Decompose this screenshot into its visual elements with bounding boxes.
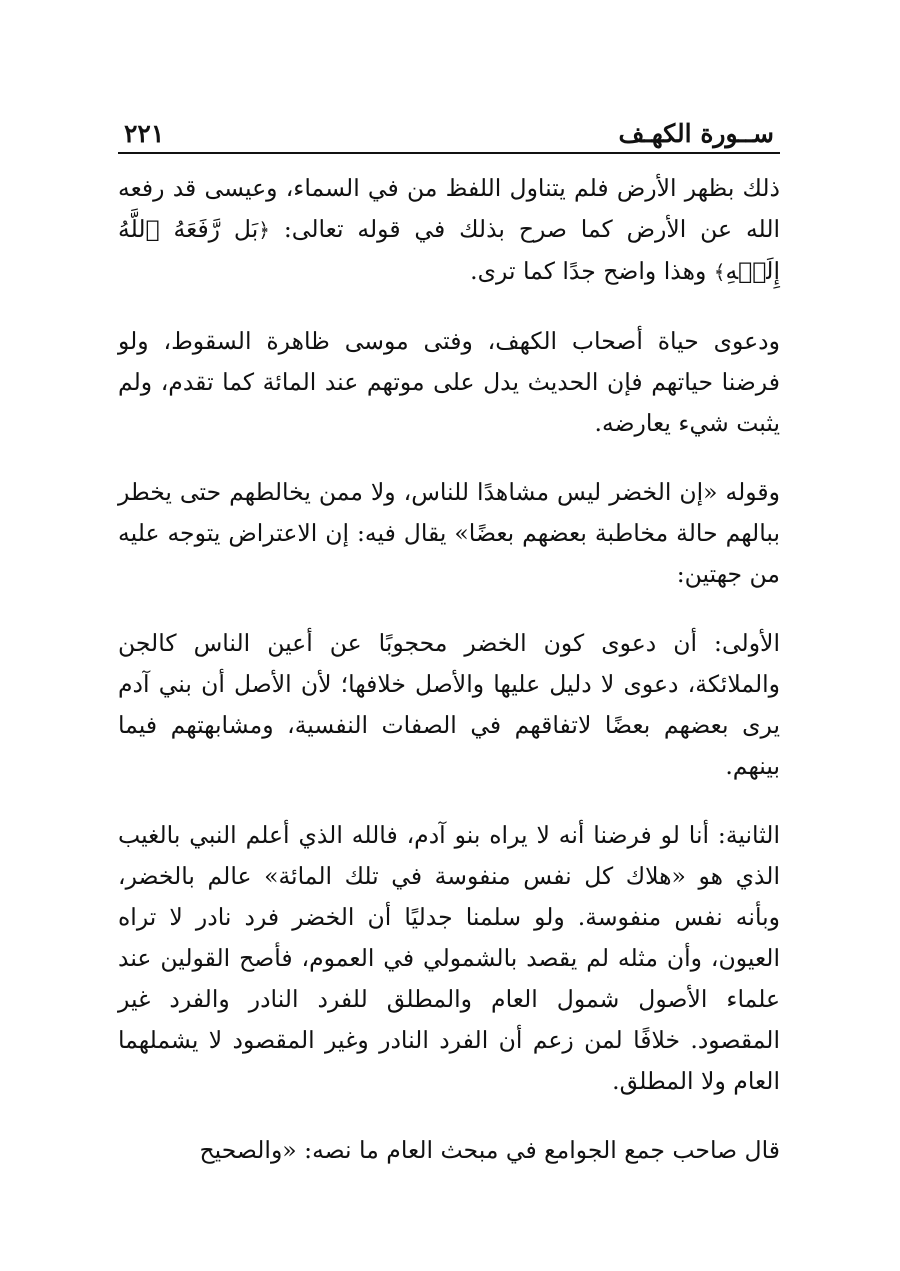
quran-verse: بَل رَّفَعَهُ ٱللَّهُ إِلَيۡهِ bbox=[118, 215, 780, 285]
surah-title: ســورة الكهـف bbox=[618, 119, 774, 148]
page-body bbox=[118, 168, 780, 1171]
page-header bbox=[118, 108, 780, 154]
paragraph-3-text: وقوله «إن الخضر ليس مشاهدًا للناس، ولا ممن يخالطهم حتى يخطر ببالهم حالة مخاطبة بعضهم بعضًا» يقال فيه: إن الاعتراض يتوجه عليه من جهتين: bbox=[118, 478, 780, 588]
paragraph-1-text-after: وهذا واضح جدًا كما ترى. bbox=[470, 257, 714, 285]
paragraph-2-text: ودعوى حياة أصحاب الكهف، وفتى موسى ظاهرة السقوط، ولو فرضنا حياتهم فإن الحديث يدل على موتهم عند المائة كما تقدم، ولم يثبت شيء يعارضه. bbox=[118, 327, 780, 437]
paragraph-4 bbox=[118, 623, 780, 787]
book-page bbox=[118, 108, 780, 1199]
quran-close-bracket: ﴾ bbox=[713, 260, 726, 284]
paragraph-1-text-before: ذلك بظهر الأرض فلم يتناول اللفظ من في السماء، وعيسى قد رفعه الله عن الأرض كما صرح بذلك في قوله تعالى: bbox=[118, 174, 781, 243]
page-number: ٢٢١ bbox=[124, 119, 165, 148]
paragraph-6-text: قال صاحب جمع الجوامع في مبحث العام ما نصه: «والصحيح bbox=[199, 1136, 780, 1164]
paragraph-5 bbox=[118, 815, 780, 1102]
paragraph-5-text: الثانية: أنا لو فرضنا أنه لا يراه بنو آدم، فالله الذي أعلم النبي بالغيب الذي هو «هلاك كل نفس منفوسة في تلك المائة» عالم بالخضر، وبأنه نفس منفوسة. ولو سلمنا جدليًا أن الخضر فرد نادر لا تراه العيون، وأن مثله لم يقصد بالشمولي في العموم، فأصح القولين عند علماء الأصول شمول العام والمطلق للفرد النادر والفرد غير المقصود. خلافًا لمن زعم أن الفرد النادر وغير المقصود لا يشملهما العام ولا المطلق. bbox=[118, 821, 780, 1095]
paragraph-6 bbox=[118, 1130, 780, 1171]
paragraph-3 bbox=[118, 472, 780, 595]
paragraph-1-text bbox=[118, 168, 780, 293]
paragraph-1 bbox=[118, 168, 780, 293]
paragraph-4-text: الأولى: أن دعوى كون الخضر محجوبًا عن أعين الناس كالجن والملائكة، دعوى لا دليل عليها والأصل خلافها؛ لأن الأصل أن بني آدم يرى بعضهم بعضًا لاتفاقهم في الصفات النفسية، ومشابهتهم فيما بينهم. bbox=[118, 629, 780, 780]
quran-open-bracket: ﴿ bbox=[258, 218, 270, 242]
paragraph-2 bbox=[118, 321, 780, 444]
